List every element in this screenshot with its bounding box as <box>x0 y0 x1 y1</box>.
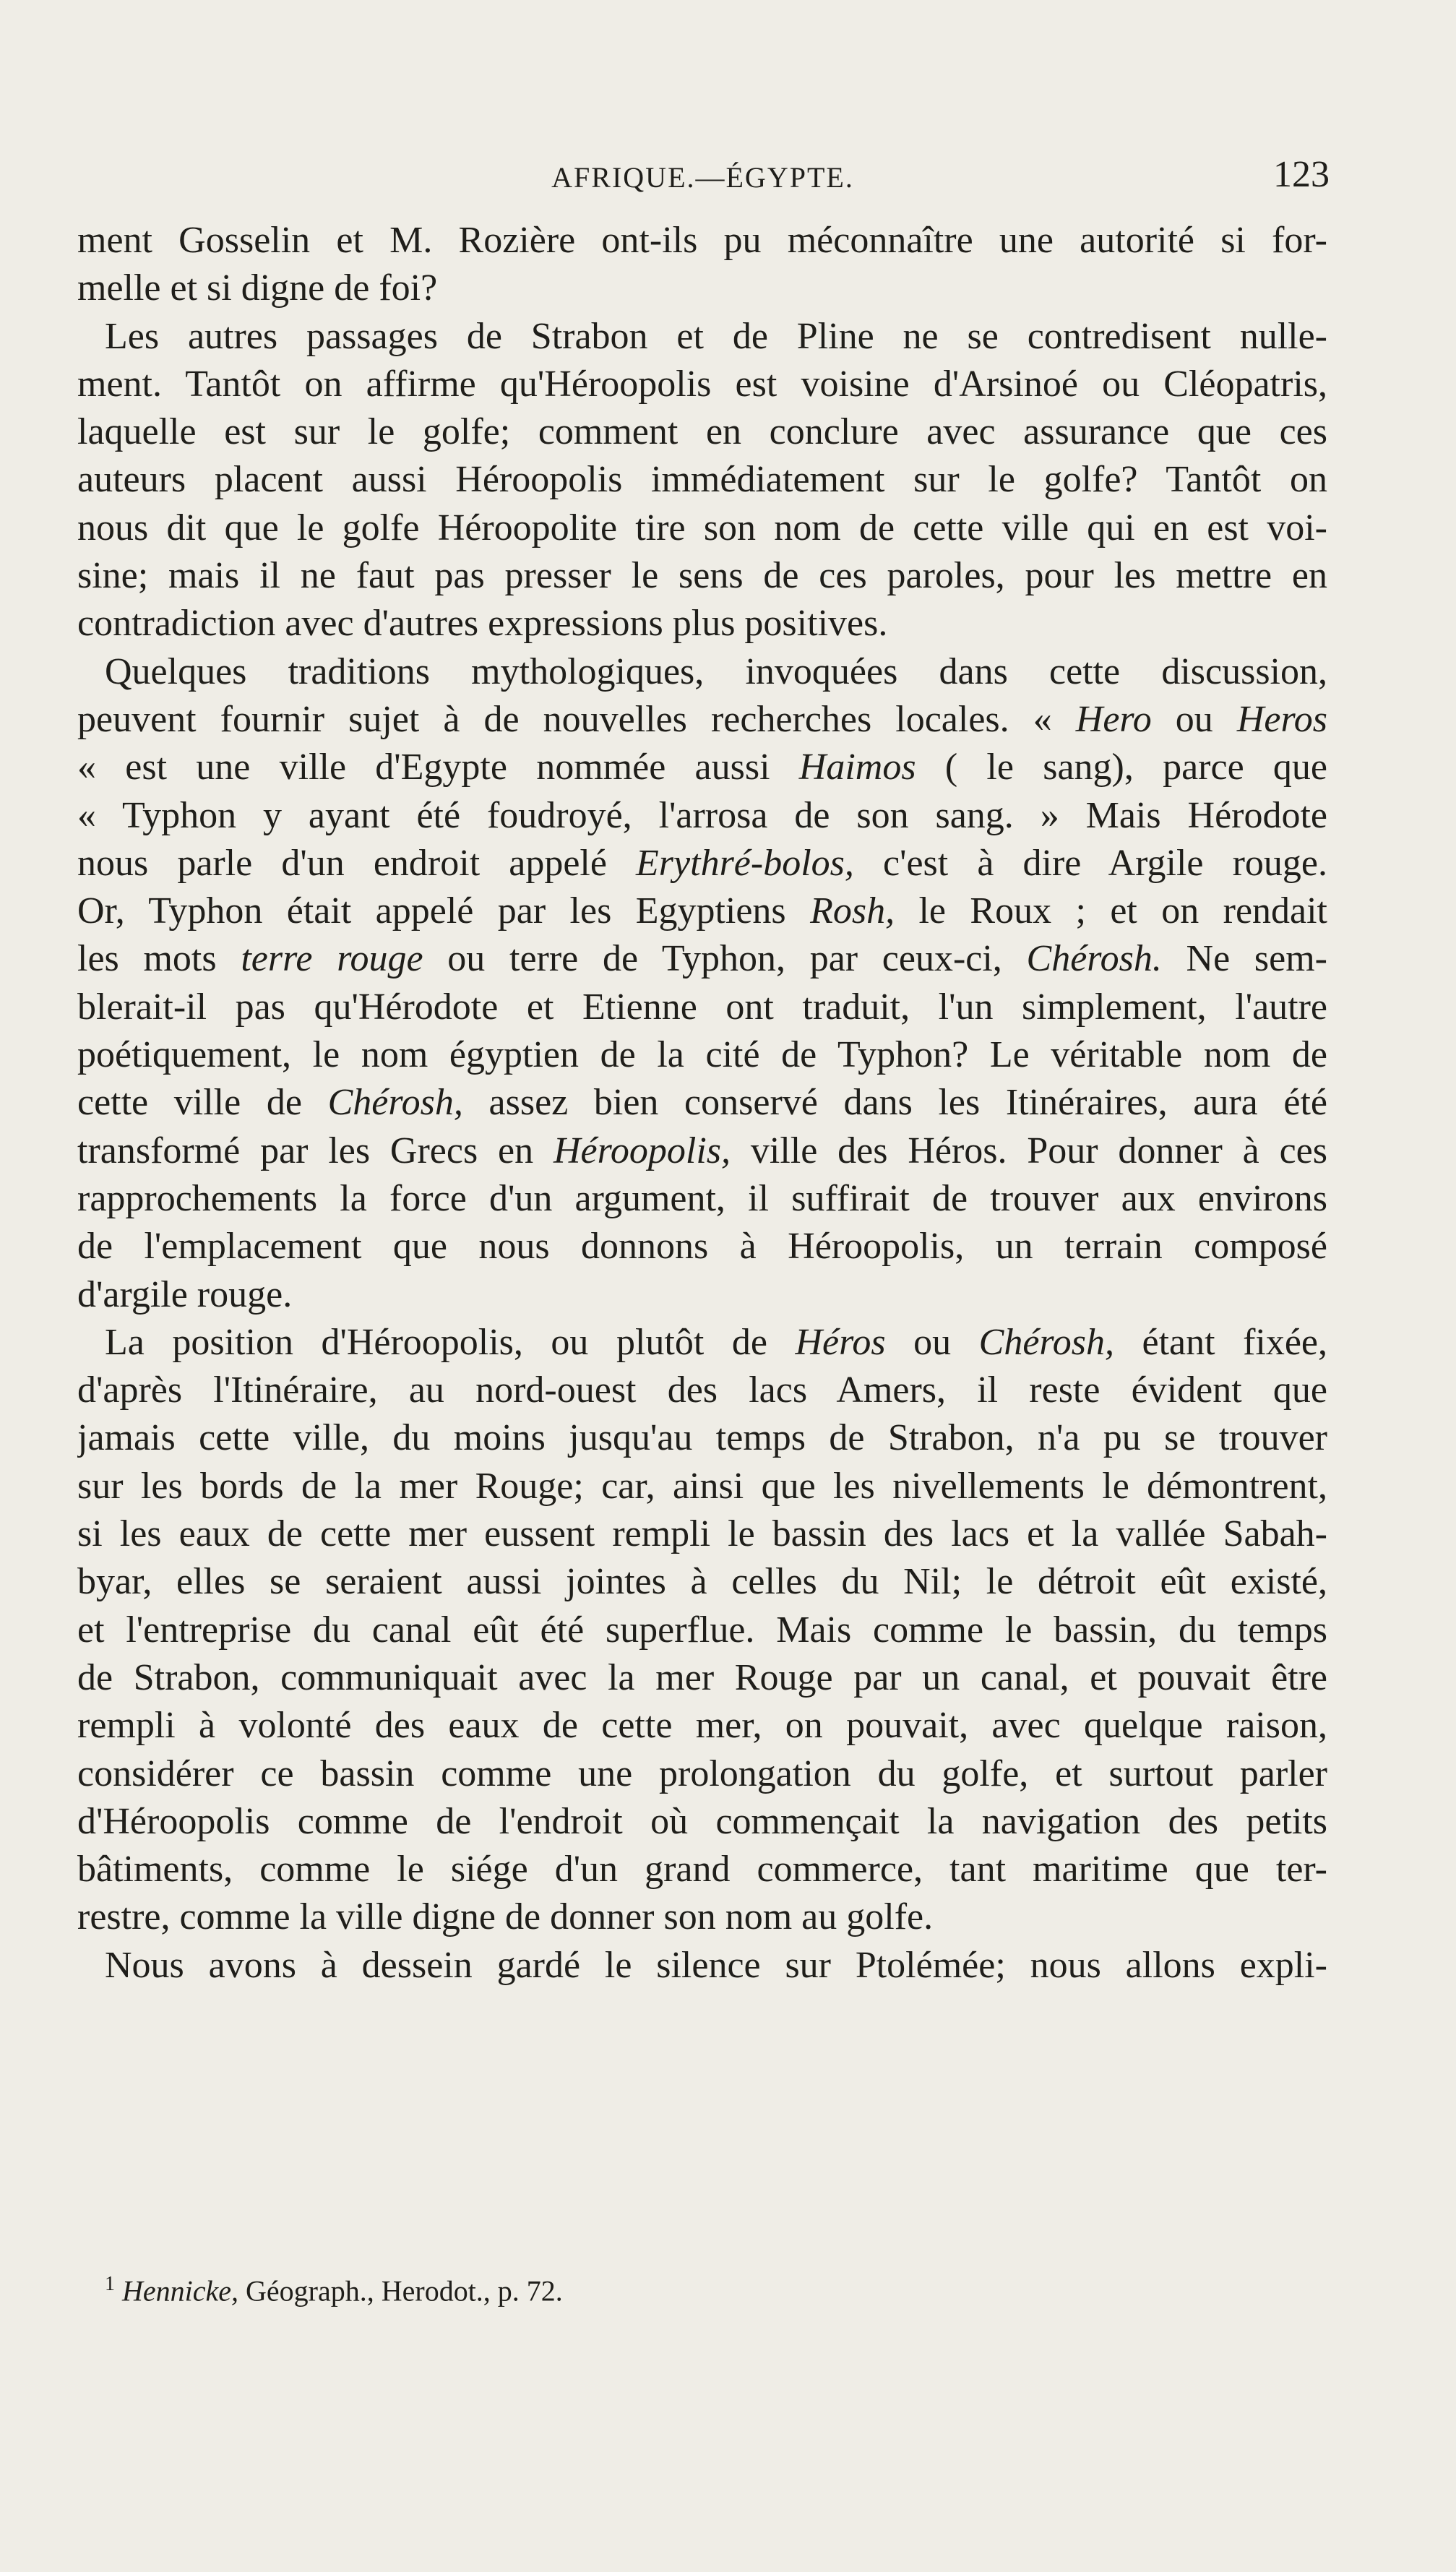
text-line <box>77 1942 1327 1990</box>
text-run: « Typhon y ayant été foudroyé, l'arrosa de son sang. » Mais Hérodote <box>77 794 1327 836</box>
text-line <box>77 792 1327 840</box>
text-run: blerait-il pas qu'Hérodote et Etienne ont traduit, l'un simplement, l'autre <box>77 986 1327 1028</box>
text-run: byar, elles se seraient aussi jointes à celles du Nil; le détroit eût existé, <box>77 1561 1327 1603</box>
text-line <box>77 1175 1327 1223</box>
text-line <box>77 1414 1327 1462</box>
text-line <box>77 1463 1327 1510</box>
footnote-author: Hennicke, <box>122 2274 239 2308</box>
italic-term: Chérosh, <box>978 1321 1114 1363</box>
italic-term: Héros <box>795 1321 886 1363</box>
text-run: restre, comme la ville digne de donner son nom au golfe. <box>77 1896 934 1938</box>
text-run: les mots <box>77 938 241 980</box>
text-run: étant fixée, <box>1113 1321 1327 1363</box>
text-line <box>77 264 1327 312</box>
text-run: nous parle d'un endroit appelé <box>77 842 637 884</box>
italic-term: Hero <box>1075 698 1152 740</box>
text-line <box>77 408 1327 456</box>
text-line <box>77 1079 1327 1127</box>
italic-term: Chérosh, <box>327 1082 463 1124</box>
text-line <box>77 1031 1327 1079</box>
text-run: « est une ville d'Egypte nommée aussi <box>77 747 799 788</box>
footnote <box>105 2273 563 2308</box>
text-line <box>77 1654 1327 1702</box>
italic-term: Héroopolis, <box>553 1130 731 1171</box>
text-line <box>77 1607 1327 1654</box>
text-run: Ne sem- <box>1161 938 1327 980</box>
text-line <box>77 1223 1327 1270</box>
page-number: 123 <box>1273 154 1330 195</box>
text-run: Or, Typhon était appelé par les Egyptiens <box>77 890 811 932</box>
italic-term: Erythré-bolos, <box>636 842 854 884</box>
text-line <box>77 744 1327 791</box>
footnote-text: Géograph., Herodot., p. 72. <box>238 2274 563 2308</box>
text-line <box>77 1702 1327 1750</box>
text-line <box>77 1846 1327 1893</box>
text-run: transformé par les Grecs en <box>77 1130 553 1171</box>
text-line <box>77 217 1327 264</box>
text-run: Les autres passages de Strabon et de Pline ne se contredisent nulle- <box>105 315 1327 357</box>
italic-term: terre rouge <box>241 938 423 980</box>
text-line <box>77 361 1327 408</box>
text-line <box>77 313 1327 361</box>
text-run: de Strabon, communiquait avec la mer Rouge par un canal, et pouvait être <box>77 1656 1327 1698</box>
text-run: le Roux ; et on rendait <box>895 890 1327 932</box>
text-run: peuvent fournir sujet à de nouvelles recherches locales. « <box>77 698 1076 740</box>
italic-term: Rosh, <box>810 890 895 932</box>
text-run: Nous avons à dessein gardé le silence sur Ptolémée; nous allons expli- <box>105 1944 1327 1986</box>
text-line <box>77 600 1327 648</box>
text-line <box>77 696 1327 744</box>
text-run: ( le sang), parce que <box>916 747 1327 788</box>
text-run: ville des Héros. Pour donner à ces <box>731 1130 1327 1171</box>
text-run: ou terre de Typhon, par ceux-ci, <box>423 938 1027 980</box>
text-line <box>77 1510 1327 1558</box>
text-run: cette ville de <box>77 1082 328 1124</box>
text-run: laquelle est sur le golfe; comment en conclure avec assurance que ces <box>77 411 1327 453</box>
text-run: sur les bords de la mer Rouge; car, ainsi que les nivellements le démontrent, <box>77 1465 1327 1507</box>
text-run: Quelques traditions mythologiques, invoquées dans cette discussion, <box>105 650 1327 692</box>
running-head: AFRIQUE.—ÉGYPTE. <box>551 161 854 194</box>
text-run: si les eaux de cette mer eussent rempli le bassin des lacs et la vallée Sabah- <box>77 1513 1327 1555</box>
text-run: c'est à dire Argile rouge. <box>853 842 1327 884</box>
text-run: de l'emplacement que nous donnons à Héroopolis, un terrain composé <box>77 1226 1327 1268</box>
text-run: d'argile rouge. <box>77 1273 293 1315</box>
italic-term: Chérosh. <box>1026 938 1162 980</box>
text-run: auteurs placent aussi Héroopolis immédiatement sur le golfe? Tantôt on <box>77 459 1327 501</box>
text-line <box>77 1127 1327 1175</box>
text-run: ment. Tantôt on affirme qu'Héroopolis est voisine d'Arsinoé ou Cléopatris, <box>77 363 1327 405</box>
text-line <box>77 887 1327 935</box>
text-line <box>77 1798 1327 1846</box>
text-run: bâtiments, comme le siége d'un grand commerce, tant maritime que ter- <box>77 1849 1327 1891</box>
text-line <box>77 1893 1327 1941</box>
footnote-mark: 1 <box>105 2273 115 2295</box>
text-line <box>77 984 1327 1031</box>
text-line <box>77 1319 1327 1367</box>
text-run: rapprochements la force d'un argument, il suffirait de trouver aux environs <box>77 1177 1327 1219</box>
text-run: d'Héroopolis comme de l'endroit où commençait la navigation des petits <box>77 1800 1327 1842</box>
text-line <box>77 648 1327 696</box>
text-line <box>77 552 1327 600</box>
text-line <box>77 1558 1327 1606</box>
italic-term: Haimos <box>798 747 916 788</box>
text-run: assez bien conservé dans les Itinéraires, aura été <box>462 1082 1327 1124</box>
body-text <box>77 217 1327 1990</box>
text-line <box>77 935 1327 983</box>
page-header <box>76 153 1330 204</box>
text-run: melle et si digne de foi? <box>77 267 438 309</box>
text-line <box>77 504 1327 552</box>
text-run: d'après l'Itinéraire, au nord-ouest des lacs Amers, il reste évident que <box>77 1369 1327 1411</box>
text-run: ou <box>1151 698 1237 740</box>
text-run: sine; mais il ne faut pas presser le sens de ces paroles, pour les mettre en <box>77 555 1327 597</box>
text-line <box>77 456 1327 504</box>
text-line <box>77 1750 1327 1798</box>
text-run: considérer ce bassin comme une prolongation du golfe, et surtout parler <box>77 1752 1327 1794</box>
text-run: jamais cette ville, du moins jusqu'au temps de Strabon, n'a pu se trouver <box>77 1417 1327 1459</box>
text-run: La position d'Héroopolis, ou plutôt de <box>105 1321 796 1363</box>
text-line <box>77 840 1327 887</box>
text-run: ou <box>885 1321 979 1363</box>
text-run: contradiction avec d'autres expressions plus positives. <box>77 603 888 645</box>
text-run: nous dit que le golfe Héroopolite tire son nom de cette ville qui en est voi- <box>77 507 1327 549</box>
text-run: rempli à volonté des eaux de cette mer, on pouvait, avec quelque raison, <box>77 1705 1327 1747</box>
text-run: et l'entreprise du canal eût été superflue. Mais comme le bassin, du temps <box>77 1609 1327 1651</box>
text-line <box>77 1367 1327 1414</box>
italic-term: Heros <box>1236 698 1327 740</box>
text-run: ment Gosselin et M. Rozière ont-ils pu méconnaître une autorité si for- <box>77 220 1327 261</box>
text-line <box>77 1271 1327 1319</box>
text-run: poétiquement, le nom égyptien de la cité de Typhon? Le véritable nom de <box>77 1034 1327 1076</box>
